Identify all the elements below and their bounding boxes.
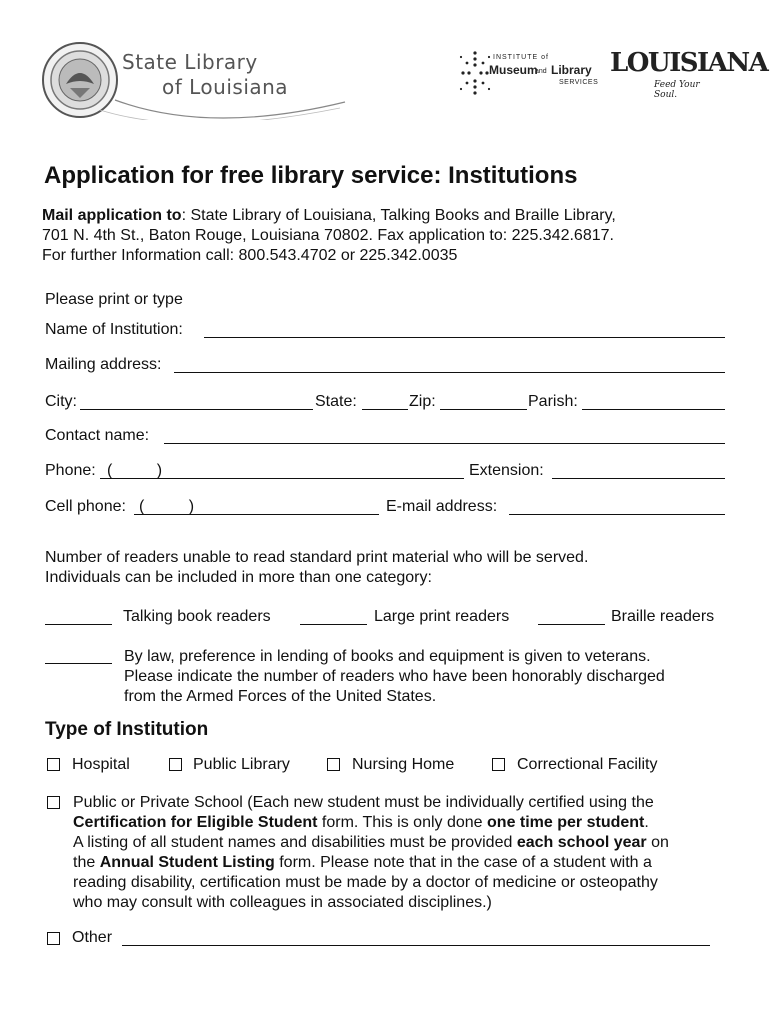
school-description — [73, 793, 763, 913]
hospital-label: Hospital — [72, 756, 130, 773]
email-label: E-mail address: — [386, 498, 498, 515]
certification-form-name: Certification for Eligible Student — [73, 814, 318, 831]
extension-field[interactable] — [552, 478, 725, 479]
sll-line1: State Library — [122, 50, 258, 74]
readers-intro — [45, 548, 745, 588]
other-checkbox[interactable] — [47, 932, 60, 945]
zip-field[interactable] — [440, 409, 527, 410]
one-time-note: one time per student — [487, 814, 645, 831]
page-title: Application for free library service: Institutions — [44, 162, 578, 189]
imls-museum: Museum — [489, 63, 538, 77]
talking-label: Talking book readers — [123, 608, 271, 625]
readers-intro-line1: Number of readers unable to read standard print material who will be served. — [45, 549, 589, 566]
nursing-home-label: Nursing Home — [352, 756, 455, 773]
parish-field[interactable] — [582, 409, 725, 410]
mail-label: Mail application to — [42, 207, 182, 224]
imls-library: Library — [551, 63, 592, 77]
louisiana-logo — [610, 48, 768, 100]
mail-line3: For further Information call: 800.543.4702 or 225.342.0035 — [42, 247, 458, 264]
veterans-line1: By law, preference in lending of books and equipment is given to veterans. — [124, 648, 651, 665]
type-heading: Type of Institution — [45, 719, 209, 740]
school-line2-end: . — [644, 814, 649, 831]
city-label: City: — [45, 393, 77, 410]
mailing-field[interactable] — [174, 372, 725, 373]
school-line3-end: on — [646, 834, 669, 851]
talking-count-field[interactable] — [45, 624, 112, 625]
each-year-note: each school year — [516, 834, 647, 851]
annual-listing-form-name: Annual Student Listing — [99, 854, 275, 871]
cell-area-code: ( ) — [139, 498, 195, 515]
school-line4-end: form. Please note that in the case of a student with a — [274, 854, 652, 871]
zip-label: Zip: — [409, 393, 436, 410]
state-library-logo — [40, 40, 350, 120]
imls-and: and — [535, 68, 547, 75]
louisiana-tagline: Feed Your Soul. — [654, 80, 700, 100]
cell-label: Cell phone: — [45, 498, 126, 515]
state-field[interactable] — [362, 409, 408, 410]
other-field[interactable] — [122, 945, 710, 946]
public-library-checkbox[interactable] — [169, 758, 182, 771]
braille-count-field[interactable] — [538, 624, 605, 625]
large-count-field[interactable] — [300, 624, 367, 625]
imls-logo — [455, 45, 605, 100]
contact-label: Contact name: — [45, 427, 150, 444]
nursing-home-checkbox[interactable] — [327, 758, 340, 771]
mail-instructions — [42, 206, 732, 266]
mail-line2: 701 N. 4th St., Baton Rouge, Louisiana 70802. Fax application to: 225.342.6817. — [42, 227, 614, 244]
print-note: Please print or type — [45, 291, 183, 308]
veterans-count-field[interactable] — [45, 663, 112, 664]
imls-services: SERVICES — [559, 79, 599, 86]
hospital-checkbox[interactable] — [47, 758, 60, 771]
readers-intro-line2: Individuals can be included in more than one category: — [45, 569, 432, 586]
school-line1: Public or Private School (Each new student must be individually certified using the — [73, 794, 654, 811]
mailing-label: Mailing address: — [45, 356, 162, 373]
phone-label: Phone: — [45, 462, 96, 479]
school-line5: reading disability, certification must be made by a doctor of medicine or osteopathy — [73, 874, 658, 891]
school-line3-start: A listing of all student names and disabilities must be provided — [73, 834, 517, 851]
veterans-note — [124, 647, 744, 707]
parish-label: Parish: — [528, 393, 578, 410]
school-line4-start: the — [73, 854, 100, 871]
school-checkbox[interactable] — [47, 796, 60, 809]
extension-label: Extension: — [469, 462, 544, 479]
school-line2-mid: form. This is only done — [317, 814, 488, 831]
mail-line1: : State Library of Louisiana, Talking Books and Braille Library, — [181, 207, 616, 224]
school-line6: who may consult with colleagues in associated disciplines.) — [73, 894, 492, 911]
correctional-label: Correctional Facility — [517, 756, 658, 773]
cell-field[interactable] — [134, 514, 379, 515]
phone-area-code: ( ) — [107, 462, 163, 479]
email-field[interactable] — [509, 514, 725, 515]
other-label: Other — [72, 929, 113, 946]
name-field[interactable] — [204, 337, 725, 338]
name-label: Name of Institution: — [45, 321, 183, 338]
imls-top: INSTITUTE of — [493, 54, 549, 61]
correctional-checkbox[interactable] — [492, 758, 505, 771]
sll-line2: of Louisiana — [162, 75, 289, 99]
contact-field[interactable] — [164, 443, 725, 444]
louisiana-wordmark: LOUISIANA — [610, 48, 768, 78]
large-label: Large print readers — [374, 608, 510, 625]
veterans-line3: from the Armed Forces of the United States. — [124, 688, 437, 705]
state-label: State: — [315, 393, 357, 410]
city-field[interactable] — [80, 409, 313, 410]
public-library-label: Public Library — [193, 756, 290, 773]
phone-field[interactable] — [100, 478, 464, 479]
veterans-line2: Please indicate the number of readers who have been honorably discharged — [124, 668, 665, 685]
braille-label: Braille readers — [611, 608, 715, 625]
